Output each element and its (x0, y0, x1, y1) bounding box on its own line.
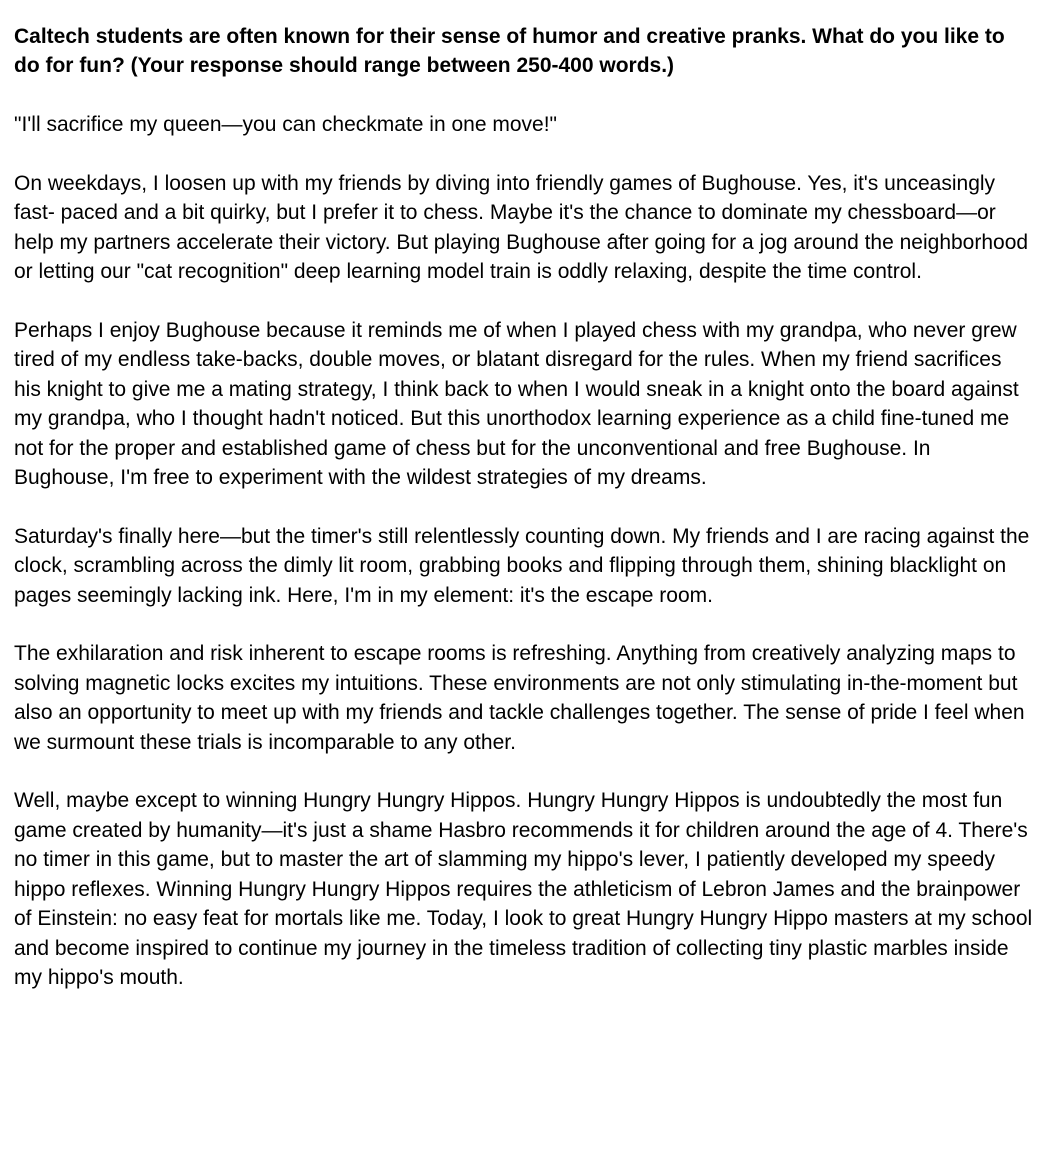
essay-paragraph-hungry-hippos: Well, maybe except to winning Hungry Hungry Hippos. Hungry Hungry Hippos is undoubtedly the most fun game created by humanity—it's just a shame Hasbro recommends it for children around the age of 4. There's no timer in this game, but to master the art of slamming my hippo's lever, I patiently developed my speedy hippo reflexes. Winning Hungry Hungry Hippos requires the athleticism of Lebron James and the brainpower of Einstein: no easy feat for mortals like me. Today, I look to great Hungry Hungry Hippo masters at my school and become inspired to continue my journey in the timeless tradition of collecting tiny plastic marbles inside my hippo's mouth. (14, 789, 1033, 989)
essay-paragraph-grandpa: Perhaps I enjoy Bughouse because it reminds me of when I played chess with my grandpa, who never grew tired of my endless take-backs, double moves, or blatant disregard for the rules. When my friend sacrifices his knight to give me a mating strategy, I think back to when I would sneak in a knight onto the board against my grandpa, who I thought hadn't noticed. But this unorthodox learning experience as a child fine-tuned me not for the proper and established game of chess but for the unconventional and free Bughouse. In Bughouse, I'm free to experiment with the wildest strategies of my dreams. (14, 319, 1019, 490)
essay-prompt: Caltech students are often known for their sense of humor and creative pranks. What do you like to do for fun? (Your response should range between 250-400 words.) (14, 25, 1005, 78)
essay-paragraph-escape-rooms: The exhilaration and risk inherent to escape rooms is refreshing. Anything from creatively analyzing maps to solving magnetic locks excites my intuitions. These environments are not only stimulating in-the-moment but also an opportunity to meet up with my friends and tackle challenges together. The sense of pride I feel when we surmount these trials is incomparable to any other. (14, 642, 1025, 754)
essay-paragraph-bughouse: On weekdays, I loosen up with my friends by diving into friendly games of Bughouse. Yes, it's unceasingly fast- paced and a bit quirky, but I prefer it to chess. Maybe it's the chance to dominate my chessboard—or help my partners accelerate their victory. But playing Bughouse after going for a jog around the neighborhood or letting our "cat recognition" deep learning model train is oddly relaxing, despite the time control. (14, 172, 1029, 284)
essay-paragraph-opening-quote: "I'll sacrifice my queen—you can checkmate in one move!" (14, 113, 557, 137)
essay-paragraph-saturday: Saturday's finally here—but the timer's still relentlessly counting down. My friends and I are racing against the clock, scrambling across the dimly lit room, grabbing books and flipping through them, shining blacklight on pages seemingly lacking ink. Here, I'm in my element: it's the escape room. (14, 524, 1030, 607)
